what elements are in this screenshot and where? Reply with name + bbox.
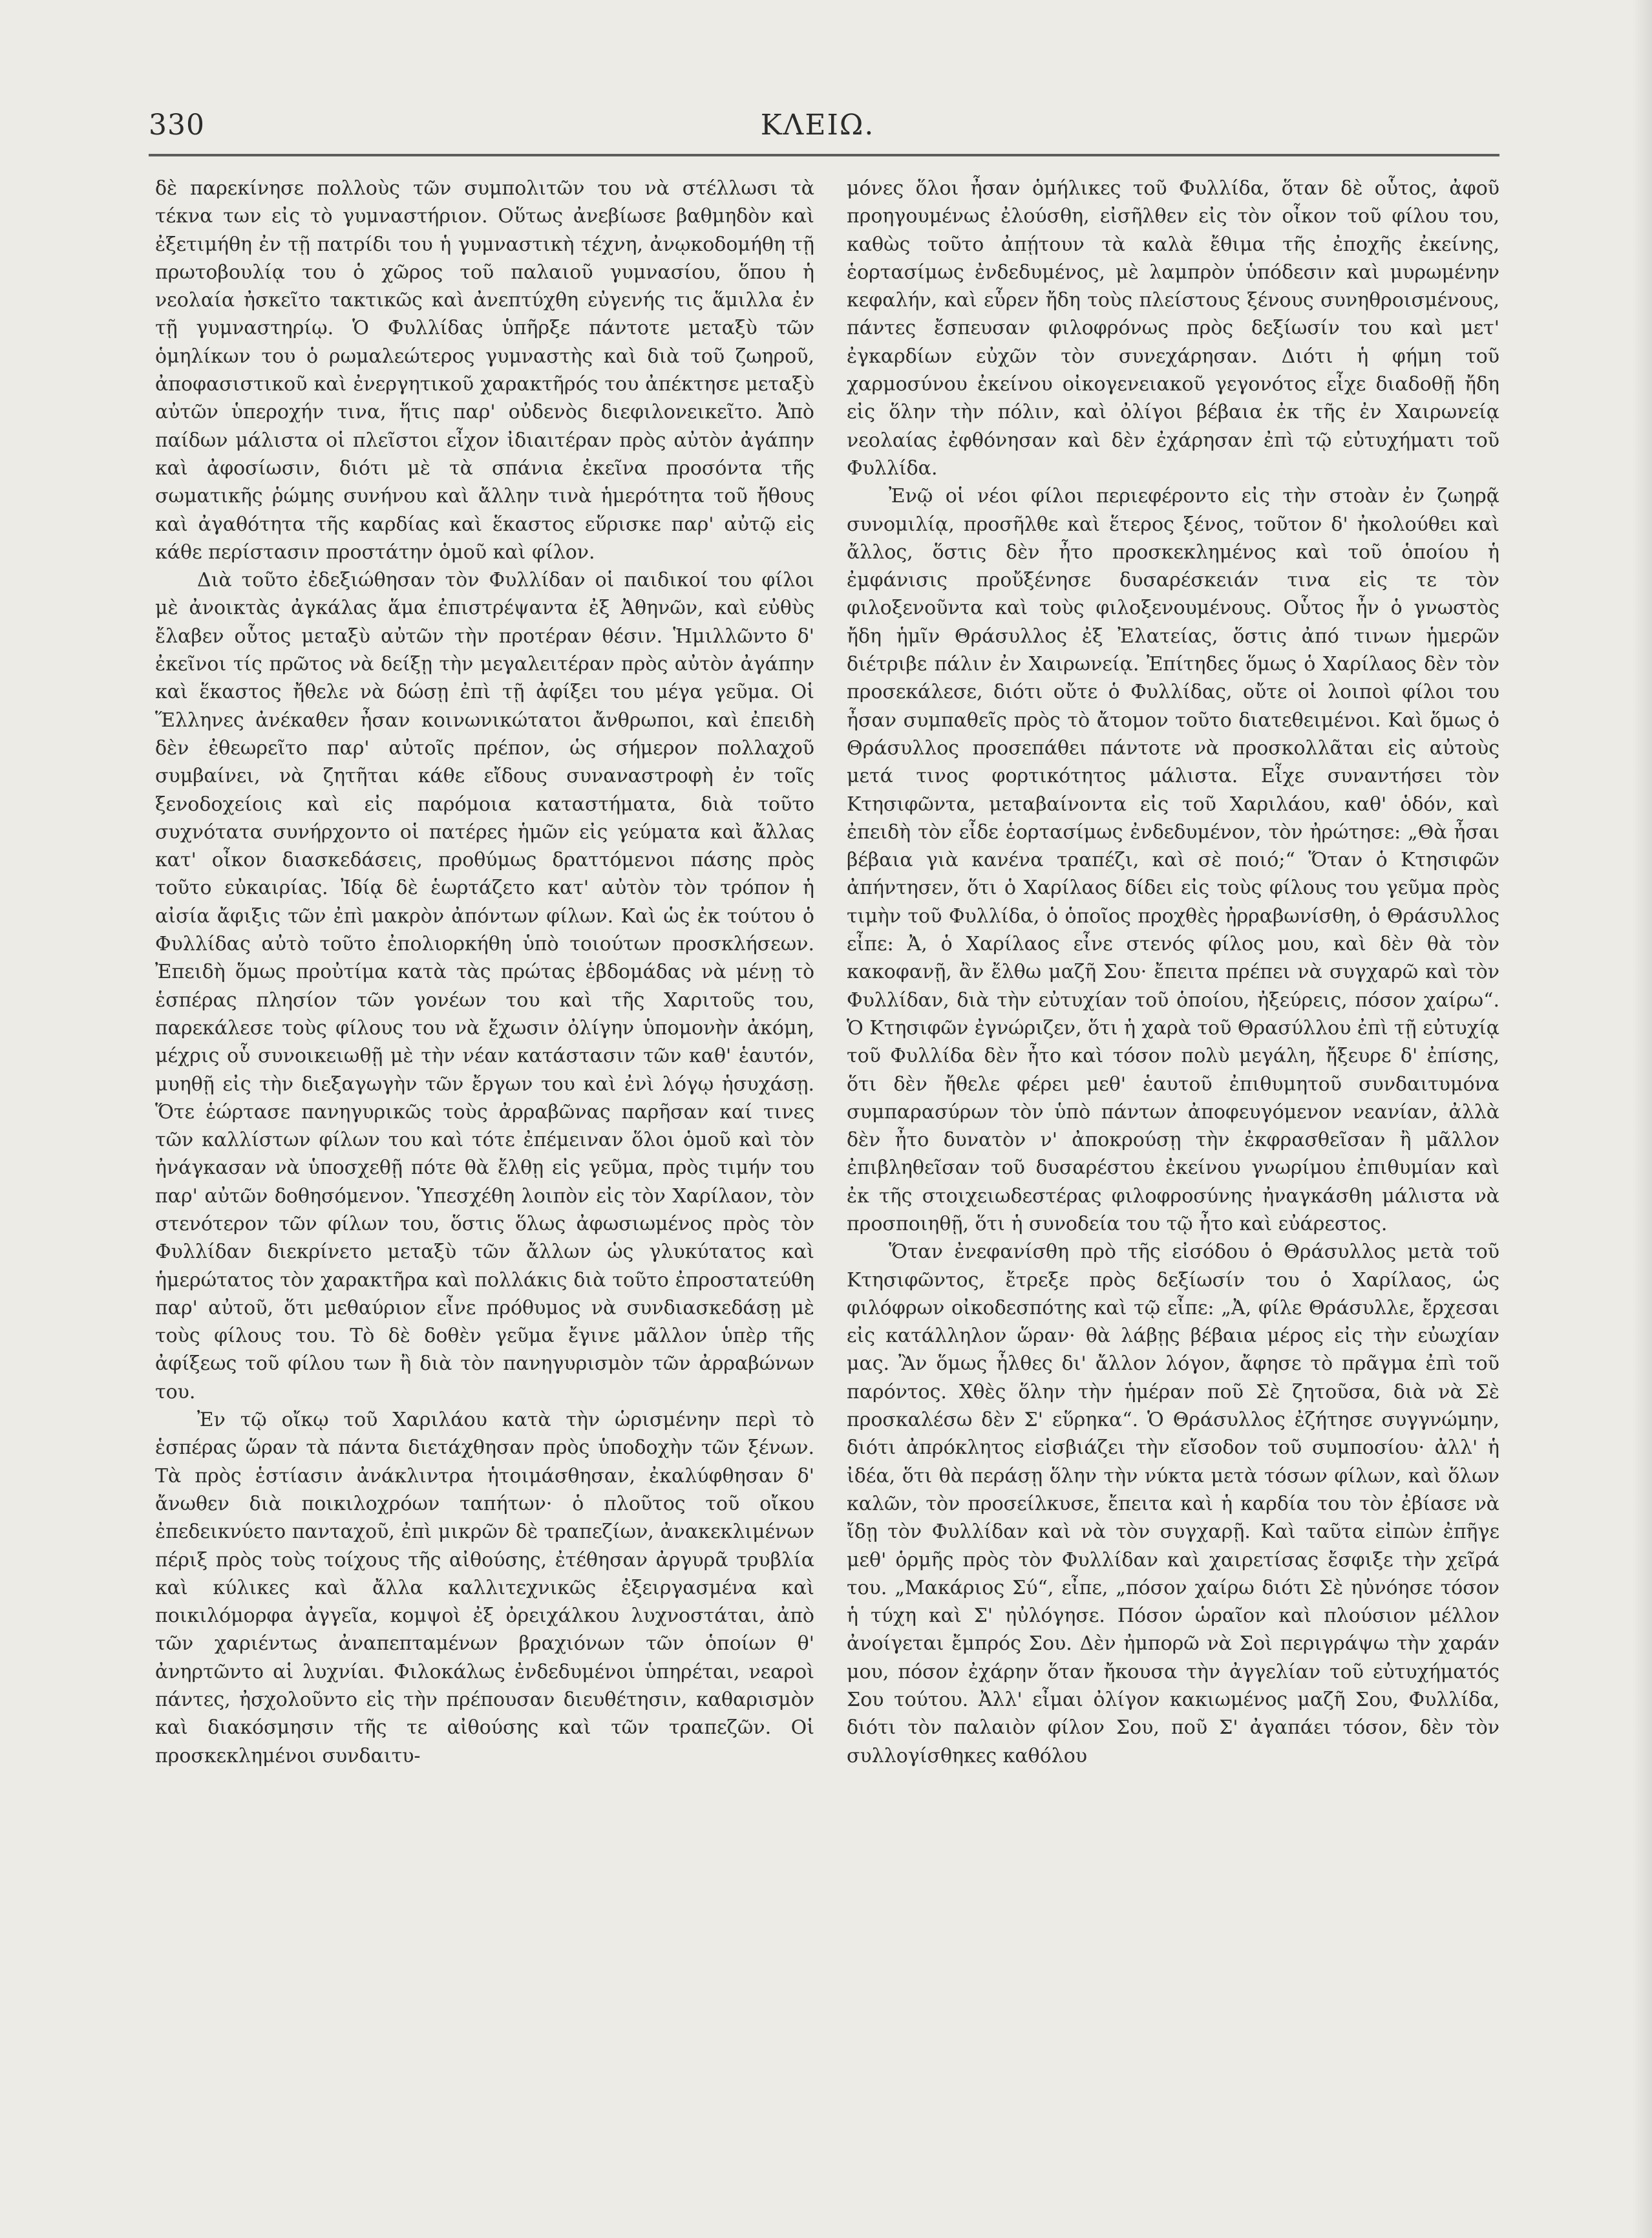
paragraph: Ἐνῷ οἱ νέοι φίλοι περιεφέροντο εἰς τὴν στοὰν ἐν ζωηρᾷ συνομιλίᾳ, προσῆλθε καὶ ἕτερος ξένος, τοῦτον δ' ἠκολούθει καὶ ἄλλος, ὅστις δὲν ἦτο προσκεκλημένος καὶ τοῦ ὁποίου ἡ ἐμφάνισις προὔξένησε δυσαρέσκειάν τινα εἰς τε τὸν φιλοξενοῦντα καὶ τοὺς φιλοξενουμένους. Οὗτος ἦν ὁ γνωστὸς ἤδη ἡμῖν Θράσυλλος ἐξ Ἐλατείας, ὅστις ἀπό τινων ἡμερῶν διέτριβε πάλιν ἐν Χαιρωνείᾳ. Ἐπίτηδες ὅμως ὁ Χαρίλαος δὲν τὸν προσεκάλεσε, διότι οὔτε ὁ Φυλλίδας, οὔτε οἱ λοιποὶ φίλοι του ἦσαν συμπαθεῖς πρὸς τὸ ἄτομον τοῦτο διατεθειμένοι. Καὶ ὅμως ὁ Θράσυλλος προσεπάθει πάντοτε νὰ προσκολλᾶται εἰς αὐτοὺς μετά τινος φορτικότητος μάλιστα. Εἶχε συναντήσει τὸν Κτησιφῶντα, μεταβαίνοντα εἰς τοῦ Χαριλάου, καθ' ὁδόν, καὶ ἐπειδὴ τὸν εἶδε ἑορτασίμως ἐνδεδυμένον, τὸν ἠρώτησε: „Θὰ ἦσαι βέβαια γιὰ κανένα τραπέζι, καὶ σὲ ποιό;“ Ὅταν ὁ Κτησιφῶν ἀπήντησεν, ὅτι ὁ Χαρίλαος δίδει εἰς τοὺς φίλους του γεῦμα πρὸς τιμὴν τοῦ Φυλλίδα, ὁ ὁποῖος προχθὲς ἠρραβωνίσθη, ὁ Θράσυλλος εἶπε: Ἀ, ὁ Χαρίλαος εἶνε στενός φίλος μου, καὶ δὲν θὰ τὸν κακοφανῇ, ἂν ἔλθω μαζῆ Σου· ἔπειτα πρέπει νὰ συγχαρῶ καὶ τὸν Φυλλίδαν, διὰ τὴν εὐτυχίαν τοῦ ὁποίου, ἠξεύρεις, πόσον χαίρω“. Ὁ Κτησιφῶν ἐγνώριζεν, ὅτι ἡ χαρὰ τοῦ Θρασύλλου ἐπὶ τῇ εὐτυχίᾳ τοῦ Φυλλίδα δὲν ἦτο καὶ τόσον πολὺ μεγάλη, ἤξευρε δ' ἐπίσης, ὅτι δὲν ἤθελε φέρει μεθ' ἑαυτοῦ ἐπιθυμητοῦ συνδαιτυμόνα συμπαρασύρων τὸν ὑπὸ πάντων ἀποφευγόμενον νεανίαν, ἀλλὰ δὲν ἦτο δυνατὸν ν' ἀποκρούσῃ τὴν ἐκφρασθεῖσαν ἢ μᾶλλον ἐπιβληθεῖσαν τοῦ δυσαρέστου ἐκείνου γνωρίμου ἐπιθυμίαν καὶ ἐκ τῆς στοιχειωδεστέρας φιλοφροσύνης ἠναγκάσθη μάλιστα νὰ προσποιηθῇ, ὅτι ἡ συνοδεία του τῷ ἦτο καὶ εὐάρεστος. — [847, 485, 1499, 1235]
header-rule — [149, 154, 1499, 156]
running-title: ΚΛΕΙΩ. — [760, 109, 875, 142]
right-column — [847, 175, 1499, 1770]
left-column — [155, 175, 814, 1770]
paragraph: Ἐν τῷ οἴκῳ τοῦ Χαριλάου κατὰ τὴν ὡρισμένην περὶ τὸ ἑσπέρας ὥραν τὰ πάντα διετάχθησαν πρὸς ὑποδοχὴν τῶν ξένων. Τὰ πρὸς ἑστίασιν ἀνάκλιντρα ἡτοιμάσθησαν, ἐκαλύφθησαν δ' ἄνωθεν διὰ ποικιλοχρόων ταπήτων· ὁ πλοῦτος τοῦ οἴκου ἐπεδεικνύετο πανταχοῦ, ἐπὶ μικρῶν δὲ τραπεζίων, ἀνακεκλιμένων πέριξ πρὸς τοὺς τοίχους τῆς αἰθούσης, ἐτέθησαν ἀργυρᾶ τρυβλία καὶ κύλικες καὶ ἄλλα καλλιτεχνικῶς ἐξειργασμένα καὶ ποικιλόμορφα ἀγγεῖα, κομψοὶ ἐξ ὀρειχάλκου λυχνοστάται, ἀπὸ τῶν χαριέντως ἀναπεπταμένων βραχιόνων τῶν ὁποίων θ' ἀνηρτῶντο αἱ λυχνίαι. Φιλοκάλως ἐνδεδυμένοι ὑπηρέται, νεαροὶ πάντες, ἠσχολοῦντο εἰς τὴν πρέπουσαν διευθέτησιν, καθαρισμὸν καὶ διακόσμησιν τῆς τε αἰθούσης καὶ τῶν τραπεζῶν. Οἱ προσκεκλημένοι συνδαιτυ- — [155, 1409, 814, 1767]
paragraph: Ὅταν ἐνεφανίσθη πρὸ τῆς εἰσόδου ὁ Θράσυλλος μετὰ τοῦ Κτησιφῶντος, ἔτρεξε πρὸς δεξίωσίν του ὁ Χαρίλαος, ὡς φιλόφρων οἰκοδεσπότης καὶ τῷ εἶπε: „Ἀ, φίλε Θράσυλλε, ἔρχεσαι εἰς κατάλληλον ὥραν· θὰ λάβῃς βέβαια μέρος εἰς τὴν εὐωχίαν μας. Ἂν ὅμως ἦλθες δι' ἄλλον λόγον, ἄφησε τὸ πρᾶγμα ἐπὶ τοῦ παρόντος. Χθὲς ὅλην τὴν ἡμέραν ποῦ Σὲ ζητοῦσα, διὰ νὰ Σὲ προσκαλέσω δὲν Σ' εὕρηκα“. Ὁ Θράσυλλος ἐζήτησε συγγνώμην, διότι ἀπρόκλητος εἰσβιάζει τὴν εἴσοδον τοῦ συμποσίου· ἀλλ' ἡ ἰδέα, ὅτι θὰ περάσῃ ὅλην τὴν νύκτα μετὰ τόσων φίλων, καὶ ὅλων καλῶν, τὸν προσείλκυσε, ἔπειτα καὶ ἡ καρδία του τὸν ἐβίασε νὰ ἴδῃ τὸν Φυλλίδαν καὶ νὰ τὸν συγχαρῇ. Καὶ ταῦτα εἰπὼν ἐπῆγε μεθ' ὁρμῆς πρὸς τὸν Φυλλίδαν καὶ χαιρετίσας ἔσφιξε τὴν χεῖρά του. „Μακάριος Σύ“, εἶπε, „πόσον χαίρω διότι Σὲ ηὐνόησε τόσον ἡ τύχη καὶ Σ' ηὐλόγησε. Πόσον ὡραῖον καὶ πλούσιον μέλλον ἀνοίγεται ἔμπρός Σου. Δὲν ἠμπορῶ νὰ Σοὶ περιγράψω τὴν χαράν μου, πόσον ἐχάρην ὅταν ἤκουσα τὴν ἀγγελίαν τοῦ εὐτυχήματός Σου τούτου. Ἀλλ' εἶμαι ὀλίγον κακιωμένος μαζῆ Σου, Φυλλίδα, διότι τὸν παλαιὸν φίλον Σου, ποῦ Σ' ἀγαπάει τόσον, δὲν τὸν συλλογίσθηκες καθόλου — [847, 1241, 1499, 1767]
page-number: 330 — [149, 109, 205, 142]
paragraph: δὲ παρεκίνησε πολλοὺς τῶν συμπολιτῶν του νὰ στέλλωσι τὰ τέκνα των εἰς τὸ γυμναστήριον. Οὕτως ἀνεβίωσε βαθμηδὸν καὶ ἐξετιμήθη ἐν τῇ πατρίδι του ἡ γυμναστικὴ τέχνη, ἀνῳκοδομήθη τῇ πρωτοβουλίᾳ του ὁ χῶρος τοῦ παλαιοῦ γυμνασίου, ὅπου ἡ νεολαία ἠσκεῖτο τακτικῶς καὶ ἀνεπτύχθη εὐγενής τις ἅμιλλα ἐν τῇ γυμναστηρίῳ. Ὁ Φυλλίδας ὑπῆρξε πάντοτε μεταξὺ τῶν ὁμηλίκων του ὁ ρωμαλεώτερος γυμναστὴς καὶ διὰ τοῦ ζωηροῦ, ἀποφασιστικοῦ καὶ ἐνεργητικοῦ χαρακτῆρός του ἀπέκτησε μεταξὺ αὐτῶν ὑπεροχήν τινα, ἥτις παρ' οὐδενὸς διεφιλονεικεῖτο. Ἀπὸ παίδων μάλιστα οἱ πλεῖστοι εἶχον ἰδιαιτέραν πρὸς αὐτὸν ἀγάπην καὶ ἀφοσίωσιν, διότι μὲ τὰ σπάνια ἐκεῖνα προσόντα τῆς σωματικῆς ῥώμης συνήνου καὶ ἄλλην τινὰ ἡμερότητα τοῦ ἤθους καὶ ἀγαθότητα τῆς καρδίας καὶ ἕκαστος εὕρισκε παρ' αὐτῷ εἰς κάθε περίστασιν προστάτην ὁμοῦ καὶ φίλον. — [155, 177, 814, 564]
page-header — [149, 109, 1487, 154]
scan-edge-shadow — [1633, 0, 1652, 2238]
paragraph: μόνες ὅλοι ἦσαν ὁμήλικες τοῦ Φυλλίδα, ὅταν δὲ οὗτος, ἀφοῦ προηγουμένως ἐλούσθη, εἰσῆλθεν εἰς τὸν οἶκον τοῦ φίλου του, καθὼς τοῦτο ἀπῄτουν τὰ καλὰ ἔθιμα τῆς ἐποχῆς ἐκείνης, ἑορτασίμως ἐνδεδυμένος, μὲ λαμπρὸν ὑπόδεσιν καὶ μυρωμένην κεφαλήν, καὶ εὗρεν ἤδη τοὺς πλείστους ξένους συνηθροισμένους, πάντες ἔσπευσαν φιλοφρόνως πρὸς δεξίωσίν του καὶ μετ' ἐγκαρδίων εὐχῶν τὸν συνεχάρησαν. Διότι ἡ φήμη τοῦ χαρμοσύνου ἐκείνου οἰκογενειακοῦ γεγονότος εἶχε διαδοθῇ ἤδη εἰς ὅλην τὴν πόλιν, καὶ ὀλίγοι βέβαια ἐκ τῆς ἐν Χαιρωνείᾳ νεολαίας ἐφθόνησαν καὶ δὲν ἐχάρησαν ἐπὶ τῷ εὐτυχήματι τοῦ Φυλλίδα. — [847, 177, 1499, 480]
paragraph: Διὰ τοῦτο ἐδεξιώθησαν τὸν Φυλλίδαν οἱ παιδικοί του φίλοι μὲ ἀνοικτὰς ἀγκάλας ἅμα ἐπιστρέψαντα ἐξ Ἀθηνῶν, καὶ εὐθὺς ἔλαβεν οὗτος μεταξὺ αὐτῶν τὴν προτέραν θέσιν. Ἡμιλλῶντο δ' ἐκεῖνοι τίς πρῶτος νὰ δείξῃ τὴν μεγαλειτέραν πρὸς αὐτὸν ἀγάπην καὶ ἕκαστος ἤθελε νὰ δώσῃ ἐπὶ τῇ ἀφίξει του μέγα γεῦμα. Οἱ Ἕλληνες ἀνέκαθεν ἦσαν κοινωνικώτατοι ἄνθρωποι, καὶ ἐπειδὴ δὲν ἐθεωρεῖτο παρ' αὐτοῖς πρέπον, ὡς σήμερον πολλαχοῦ συμβαίνει, νὰ ζητῆται κάθε εἴδους συναναστροφὴ ἐν τοῖς ξενοδοχείοις καὶ εἰς παρόμοια καταστήματα, διὰ τοῦτο συχνότατα συνήρχοντο οἱ πατέρες ἡμῶν εἰς γεύματα καὶ ἄλλας κατ' οἶκον διασκεδάσεις, προθύμως δραττόμενοι πάσης πρὸς τοῦτο εὐκαιρίας. Ἰδίᾳ δὲ ἑωρτάζετο κατ' αὐτὸν τὸν τρόπον ἡ αἰσία ἄφιξις τῶν ἐπὶ μακρὸν ἀπόντων φίλων. Καὶ ὡς ἐκ τούτου ὁ Φυλλίδας αὐτὸ τοῦτο ἐπολιορκήθη ὑπὸ τοιούτων προσκλήσεων. Ἐπειδὴ ὅμως προὐτίμα κατὰ τὰς πρώτας ἑβδομάδας νὰ μένῃ τὸ ἑσπέρας πλησίον τῶν γονέων του καὶ τῆς Χαριτοῦς του, παρεκάλεσε τοὺς φίλους του νὰ ἔχωσιν ὀλίγην ὑπομονὴν ἀκόμη, μέχρις οὗ συνοικειωθῇ μὲ τὴν νέαν κατάστασιν τῶν καθ' ἑαυτόν, μυηθῇ εἰς τὴν διεξαγωγὴν τῶν ἔργων του καὶ ἐνὶ λόγῳ ἡσυχάσῃ. Ὅτε ἑώρτασε πανηγυρικῶς τοὺς ἀρραβῶνας παρῆσαν καί τινες τῶν καλλίστων φίλων του καὶ τότε ἐπέμειναν ὅλοι ὁμοῦ καὶ τὸν ἠνάγκασαν νὰ ὑποσχεθῇ πότε θὰ ἔλθῃ εἰς γεῦμα, πρὸς τιμήν του παρ' αὐτῶν δοθησόμενον. Ὑπεσχέθη λοιπὸν εἰς τὸν Χαρίλαον, τὸν στενότερον τῶν φίλων του, ὅστις ὅλως ἀφωσιωμένος πρὸς τὸν Φυλλίδαν διεκρίνετο μεταξὺ τῶν ἄλλων ὡς γλυκύτατος καὶ ἡμερώτατος τὸν χαρακτῆρα καὶ πολλάκις διὰ τοῦτο ἐπροστατεύθη παρ' αὐτοῦ, ὅτι μεθαύριον εἶνε πρόθυμος νὰ συνδιασκεδάσῃ μὲ τοὺς φίλους του. Τὸ δὲ δοθὲν γεῦμα ἔγινε μᾶλλον ὑπὲρ τῆς ἀφίξεως τοῦ φίλου των ἢ διὰ τὸν πανηγυρισμὸν τῶν ἀρραβώνων του. — [155, 569, 814, 1403]
